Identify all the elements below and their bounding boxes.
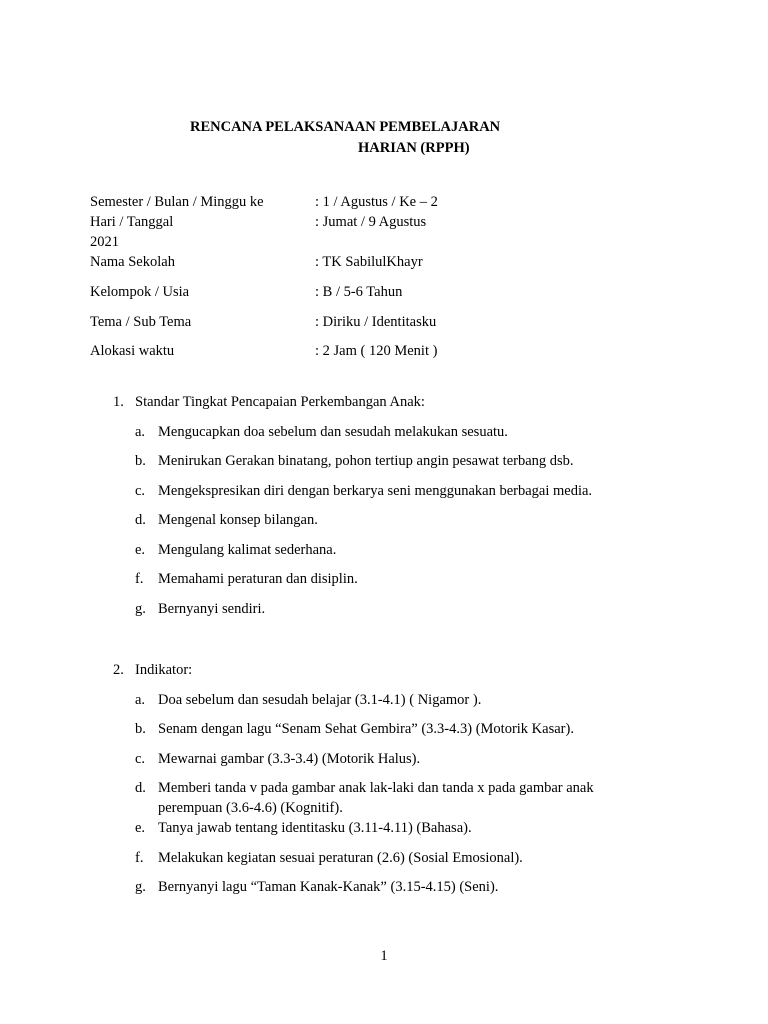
info-row-group	[90, 282, 650, 302]
section-heading-stppa	[113, 392, 425, 412]
list-item-text: Melakukan kegiatan sesuai peraturan (2.6) (Sosial Emosional).	[158, 850, 523, 866]
info-row-school	[90, 252, 650, 272]
info-label: Nama Sekolah	[90, 254, 175, 270]
list-item-text: Memahami peraturan dan disiplin.	[158, 571, 358, 587]
list-item-text: Tanya jawab tentang identitasku (3.11-4.11) (Bahasa).	[158, 820, 472, 836]
info-row-time-allocation	[90, 341, 650, 361]
info-value: : B / 5-6 Tahun	[315, 284, 403, 300]
list-item-text: Senam dengan lagu “Senam Sehat Gembira” (3.3-4.3) (Motorik Kasar).	[158, 721, 574, 737]
document-title-line-2: HARIAN (RPPH)	[358, 140, 470, 156]
list-item-text: Menirukan Gerakan binatang, pohon tertiup angin pesawat terbang dsb.	[158, 453, 574, 469]
section-number: 2.	[113, 662, 124, 678]
info-value: : 1 / Agustus / Ke – 2	[315, 194, 438, 210]
page-number: 1	[380, 948, 388, 964]
list-item-letter: f.	[135, 850, 144, 866]
list-item-letter: d.	[135, 780, 146, 796]
list-item-letter: g.	[135, 879, 146, 895]
list-item-text: Bernyanyi lagu “Taman Kanak-Kanak” (3.15-4.15) (Seni).	[158, 879, 499, 895]
list-item-text: Mengucapkan doa sebelum dan sesudah melakukan sesuatu.	[158, 424, 508, 440]
info-label: Hari / Tanggal	[90, 214, 174, 230]
list-item-text: Doa sebelum dan sesudah belajar (3.1-4.1) ( Nigamor ).	[158, 692, 482, 708]
list-item-text: Mengulang kalimat sederhana.	[158, 542, 337, 558]
info-value: : 2 Jam ( 120 Menit )	[315, 343, 438, 359]
list-item-letter: b.	[135, 453, 146, 469]
section-heading-text: Standar Tingkat Pencapaian Perkembangan Anak:	[135, 394, 425, 410]
info-label: Kelompok / Usia	[90, 284, 190, 300]
info-label: Tema / Sub Tema	[90, 314, 192, 330]
info-label: Alokasi waktu	[90, 343, 175, 359]
list-item-text: Mengenal konsep bilangan.	[158, 512, 318, 528]
section-number: 1.	[113, 394, 124, 410]
list-item-letter: f.	[135, 571, 144, 587]
list-item-text: Bernyanyi sendiri.	[158, 601, 266, 617]
list-item-letter: c.	[135, 751, 146, 767]
info-row-date	[90, 212, 650, 232]
section-heading-indikator	[113, 660, 192, 680]
info-row-semester	[90, 192, 650, 212]
info-value: : Jumat / 9 Agustus	[315, 214, 427, 230]
list-item-text: Mengekspresikan diri dengan berkarya seni menggunakan berbagai media.	[158, 483, 593, 499]
info-row-theme	[90, 312, 650, 332]
list-item-letter: e.	[135, 542, 146, 558]
list-item-letter: b.	[135, 721, 146, 737]
list-item-text: Mewarnai gambar (3.3-3.4) (Motorik Halus).	[158, 751, 421, 767]
list-item-letter: d.	[135, 512, 146, 528]
list-item-text: Memberi tanda v pada gambar anak lak-laki dan tanda x pada gambar anak perempuan (3.6-4.6) (Kognitif).	[158, 780, 594, 816]
list-item-letter: a.	[135, 692, 146, 708]
info-value: : TK SabilulKhayr	[315, 254, 423, 270]
list-item-letter: g.	[135, 601, 146, 617]
document-title-line-1: RENCANA PELAKSANAAN PEMBELAJARAN	[190, 119, 501, 135]
list-item-letter: c.	[135, 483, 146, 499]
info-label: Semester / Bulan / Minggu ke	[90, 194, 264, 210]
list-item-letter: a.	[135, 424, 146, 440]
section-heading-text: Indikator:	[135, 662, 193, 678]
info-value: : Diriku / Identitasku	[315, 314, 437, 330]
info-date-year: 2021	[90, 234, 119, 250]
list-item-letter: e.	[135, 820, 146, 836]
